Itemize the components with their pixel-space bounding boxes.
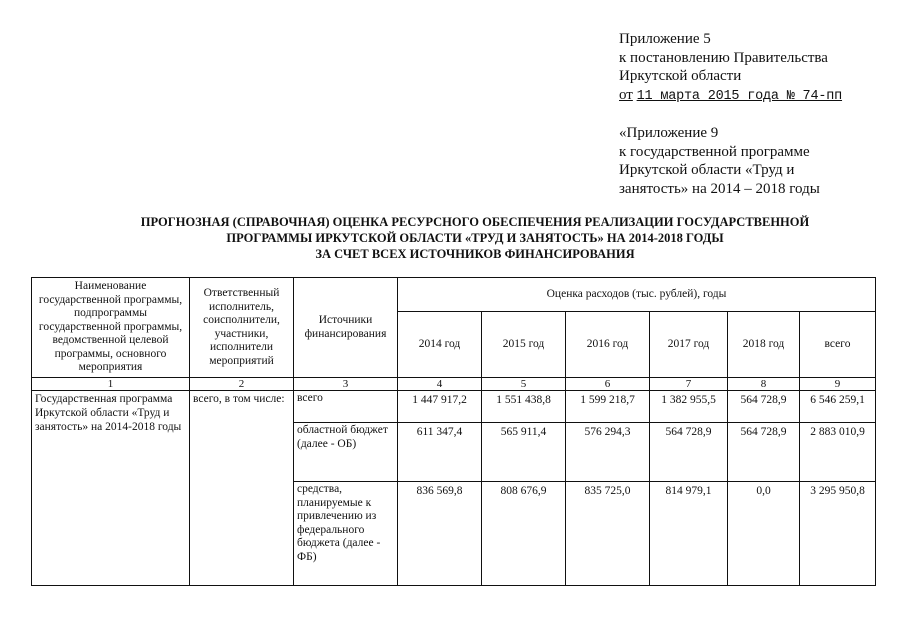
value-cell: 576 294,3 [566,423,650,482]
header-year: 2015 год [482,312,566,378]
value-cell: 835 725,0 [566,482,650,586]
value-cell: 564 728,9 [650,423,728,482]
header-line: Иркутской области «Труд и [619,162,795,178]
title-line: ПРОГРАММЫ ИРКУТСКОЙ ОБЛАСТИ «ТРУД И ЗАНЯТОСТЬ» НА 2014-2018 ГОДЫ [226,231,724,245]
header-line: Иркутской области [619,68,742,84]
value-cell: 808 676,9 [482,482,566,586]
value-cell: 611 347,4 [398,423,482,482]
value-cell: 1 599 218,7 [566,391,650,423]
program-name: Государственная программа Иркутской области «Труд и занятость» на 2014-2018 годы [32,391,190,586]
column-index: 6 [566,378,650,391]
column-index: 1 [32,378,190,391]
value-cell: 1 551 438,8 [482,391,566,423]
total-cell: 6 546 259,1 [800,391,876,423]
appendix-number: Приложение 5 [619,31,711,47]
header-estimate: Оценка расходов (тыс. рублей), годы [398,278,876,312]
value-cell: 1 447 917,2 [398,391,482,423]
resolution-date [619,86,842,107]
header-line: занятость» на 2014 – 2018 годы [619,180,820,197]
column-index: 7 [650,378,728,391]
date-prefix: от [619,86,633,103]
resource-table [31,277,876,586]
header-year: 2018 год [728,312,800,378]
value-cell: 814 979,1 [650,482,728,586]
header-line: к государственной программе [619,143,810,160]
title-line: ЗА СЧЕТ ВСЕХ ИСТОЧНИКОВ ФИНАНСИРОВАНИЯ [315,247,635,261]
document-header [619,30,842,198]
value-cell: 564 728,9 [728,423,800,482]
date-text: 11 марта 2015 года № 74-пп [636,88,843,104]
value-cell: 564 728,9 [728,391,800,423]
column-index: 9 [800,378,876,391]
table-row [32,391,876,423]
header-name: Наименование государственной программы, подпрограммы государственной программы, ведомственной целевой программы, основного мероприятия [32,278,190,378]
header-year: 2014 год [398,312,482,378]
document-title [60,214,890,262]
value-cell: 565 911,4 [482,423,566,482]
header-year: 2016 год [566,312,650,378]
header-executor: Ответственный исполнитель, соисполнители, участники, исполнители мероприятий [190,278,294,378]
column-index: 8 [728,378,800,391]
column-index: 3 [294,378,398,391]
header-source: Источники финансирования [294,278,398,378]
column-index: 5 [482,378,566,391]
header-line: к постановлению Правительства [619,49,828,66]
value-cell: 1 382 955,5 [650,391,728,423]
value-cell: 836 569,8 [398,482,482,586]
source-cell: средства, планируемые к привлечению из федерального бюджета (далее - ФБ) [294,482,398,586]
total-cell: 2 883 010,9 [800,423,876,482]
title-line: ПРОГНОЗНАЯ (СПРАВОЧНАЯ) ОЦЕНКА РЕСУРСНОГО ОБЕСПЕЧЕНИЯ РЕАЛИЗАЦИИ ГОСУДАРСТВЕННОЙ [140,215,810,229]
value-cell: 0,0 [728,482,800,586]
total-cell: 3 295 950,8 [800,482,876,586]
source-cell: областной бюджет (далее - ОБ) [294,423,398,482]
header-year: 2017 год [650,312,728,378]
column-index: 2 [190,378,294,391]
source-cell: всего [294,391,398,423]
executor: всего, в том числе: [190,391,294,586]
header-total: всего [800,312,876,378]
column-index: 4 [398,378,482,391]
appendix-reference: «Приложение 9 [619,125,719,141]
